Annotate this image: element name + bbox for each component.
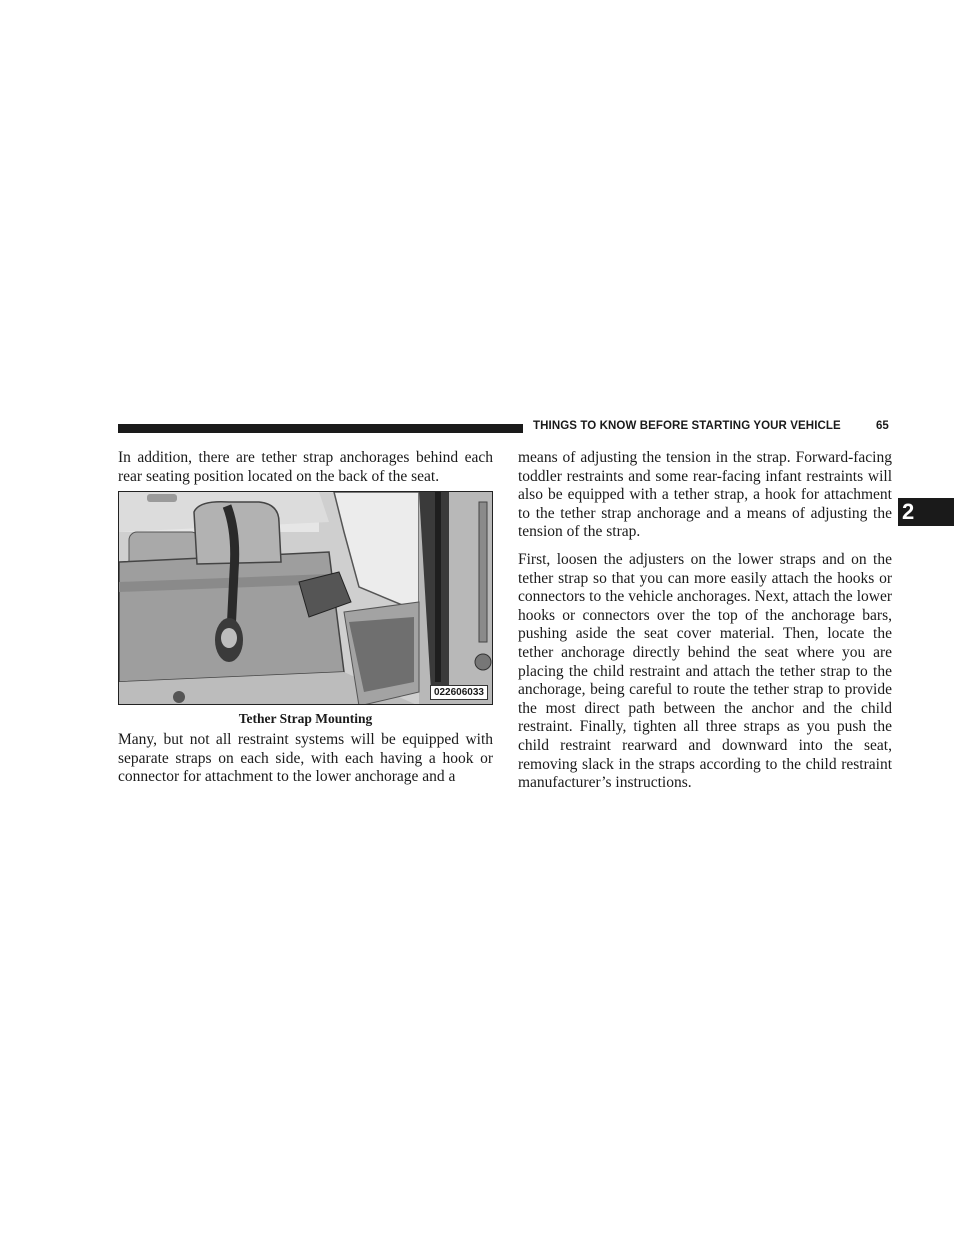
chapter-tab: 2: [898, 498, 954, 526]
continuation-paragraph: Many, but not all restraint systems will be equipped with separate straps on each side, with each having a hook or connector for attachment to the lower anchorage and a: [118, 731, 493, 786]
header-rule: [118, 424, 523, 433]
left-column-intro: [118, 449, 493, 486]
intro-paragraph: In addition, there are tether strap anchorages behind each rear seating position located on the back of the seat.: [118, 449, 493, 485]
right-paragraph-1: means of adjusting the tension in the strap. Forward-facing toddler restraints and some rear-facing infant restraints will also be equipped with a tether strap, a hook for attachment to the tether strap anchorage and a means of adjusting the tension of the strap.: [518, 449, 892, 541]
figure-code: 022606033: [430, 685, 488, 700]
page-number: 65: [876, 420, 889, 432]
figure-caption: Tether Strap Mounting: [238, 711, 373, 726]
tether-strap-figure: [118, 491, 493, 705]
running-header-title: THINGS TO KNOW BEFORE STARTING YOUR VEHICLE: [533, 420, 841, 432]
left-column-continuation: [118, 731, 493, 787]
right-paragraph-2: First, loosen the adjusters on the lower straps and on the tether strap so that you can more easily attach the hooks or connectors to the vehicle anchorages. Next, attach the lower hooks or connectors over the top of the anchorage bars, pushing aside the seat cover material. Then, locate the tether anchorage directly behind the seat where you are placing the child restraint and attach the tether strap to the anchorage, being careful to route the tether strap to provide the most direct path between the anchor and the child restraint. Finally, tighten all three straps as you push the child restraint rearward and downward into the seat, removing slack in the straps according to the child restraint manufacturer’s instructions.: [518, 550, 892, 792]
right-column: [518, 449, 892, 793]
tether-strap-illustration: [119, 492, 493, 705]
